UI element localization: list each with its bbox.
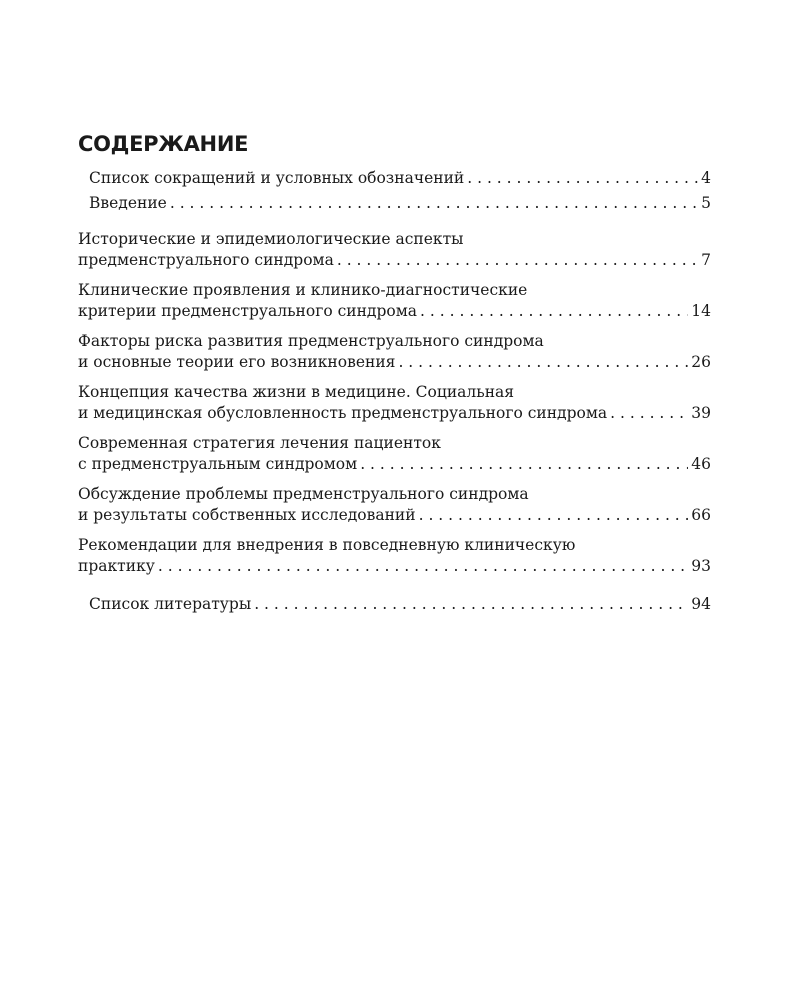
toc-page-number: 4 [701,169,711,187]
toc-entry-chapter-5[interactable] [78,433,711,475]
toc-entry-text-line1: Рекомендации для внедрения в повседневную клиническую [78,536,576,554]
toc-entry-text-line2: критерии предменструального синдрома [78,302,418,320]
dot-leader [360,454,688,475]
toc-page-number: 26 [691,353,711,371]
dot-leader [158,556,688,577]
dot-leader [337,250,698,271]
toc-entry-chapter-3[interactable] [78,331,711,373]
table-of-contents [78,130,711,615]
toc-page-number: 46 [691,455,711,473]
toc-entry-text-line1: Исторические и эпидемиологические аспекты [78,230,464,248]
toc-entry-chapter-6[interactable] [78,484,711,526]
toc-entry-text-line2: предменструального синдрома [78,251,334,269]
toc-entry-text-line2: и результаты собственных исследований [78,506,416,524]
dot-leader [610,403,688,424]
toc-entry-abbreviations[interactable] [78,168,711,189]
toc-entry-text-line2: и основные теории его возникновения [78,353,396,371]
toc-page-number: 14 [691,302,711,320]
toc-entry-text: Список сокращений и условных обозначений [89,169,465,187]
dot-leader [170,193,698,214]
toc-entry-chapter-2[interactable] [78,280,711,322]
toc-entry-text-line1: Концепция качества жизни в медицине. Социальная [78,383,515,401]
toc-entry-text-line2: с предменструальным синдромом [78,455,358,473]
dot-leader [254,594,688,615]
toc-entry-text-line1: Современная стратегия лечения пациенток [78,434,441,452]
dot-leader [420,301,688,322]
toc-title: СОДЕРЖАНИЕ [78,132,249,156]
toc-page-number: 7 [701,251,711,269]
toc-page-number: 94 [691,595,711,613]
toc-page-number: 66 [691,506,711,524]
toc-page-number: 5 [701,194,711,212]
dot-leader [419,505,689,526]
toc-entry-introduction[interactable] [78,193,711,214]
toc-page-number: 93 [691,557,711,575]
toc-entry-literature[interactable] [78,594,711,615]
toc-entry-text-line1: Факторы риска развития предменструального синдрома [78,332,544,350]
toc-page-number: 39 [691,404,711,422]
toc-entry-chapter-4[interactable] [78,382,711,424]
toc-entry-text: Список литературы [89,595,252,613]
dot-leader [398,352,688,373]
toc-entry-chapter-1[interactable] [78,229,711,271]
toc-entry-text: Введение [89,194,167,212]
toc-entry-text-line1: Клинические проявления и клинико-диагностические [78,281,528,299]
toc-entry-chapter-7[interactable] [78,535,711,577]
toc-entry-text-line2: и медицинская обусловленность предменструального синдрома [78,404,608,422]
toc-entry-text-line2: практику [78,557,155,575]
dot-leader [467,168,698,189]
toc-entry-text-line1: Обсуждение проблемы предменструального синдрома [78,485,529,503]
